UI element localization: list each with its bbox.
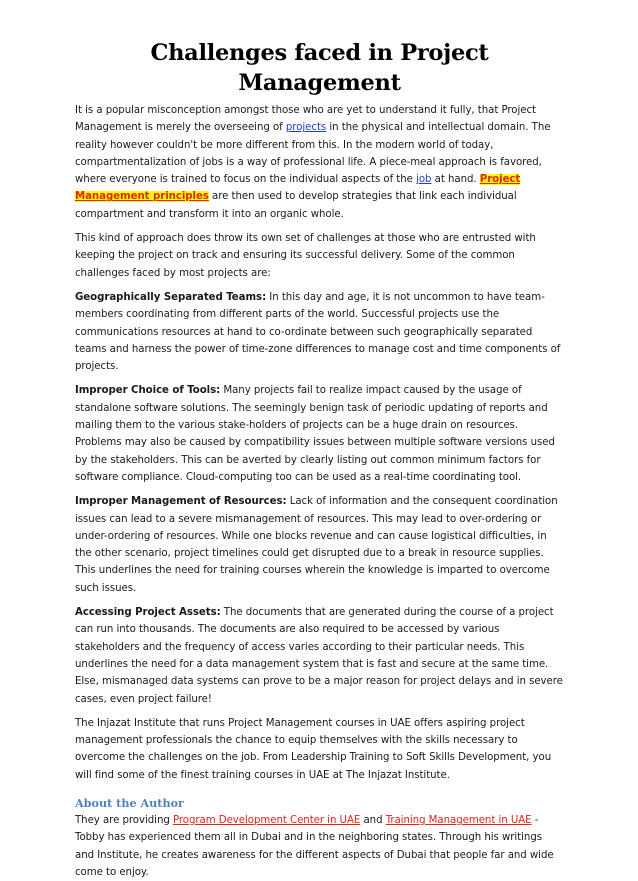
intro-text-1: It is a popular misconception amongst those who are yet to understand it fully, that Project Management is merely the overseeing of [75, 105, 536, 134]
job-link[interactable]: job [416, 174, 432, 186]
training-management-link[interactable]: Training Management in UAE [385, 814, 532, 826]
about-text-2: and [360, 814, 386, 826]
about-author-heading: About the Author [75, 795, 184, 810]
challenge-text: Lack of information and the consequent coordination issues can lead to a severe mismanagement of resources. This may lead to over-ordering or under-ordering of resources. While one blocks revenue and can cause logistical difficulties, in the other scenario, project timelines could get disrupted due to a break in resource supplies. This underlines the need for training courses wherein the knowledge is imparted to overcome such issues. [75, 496, 558, 594]
project-management-principles-link[interactable]: Project Management principles [75, 174, 521, 203]
challenge-heading: Geographically Separated Teams: [75, 291, 267, 303]
challenge-paragraph [75, 289, 564, 375]
intro-text-3: at hand. [431, 174, 480, 186]
challenge-text: In this day and age, it is not uncommon to have team-members coordinating from different parts of the world. Successful projects use the communications resources at hand to co-ordinate between such geographically separated teams and harness the power of time-zone differences to manage cost and time components of projects. [75, 291, 561, 373]
page-title: Challenges faced in Project Management [150, 40, 489, 96]
about-text-1: They are providing [75, 814, 173, 826]
challenge-heading: Accessing Project Assets: [75, 607, 221, 619]
challenge-text: The documents that are generated during the course of a project can run into thousands. The documents are also required to be accessed by various stakeholders and the frequency of access varies according to their particular needs. This underlines the need for a data management system that is fast and secure at the same time. Else, mismanaged data systems can prove to be a major reason for project delays and in severe cases, even project failure! [75, 607, 563, 705]
challenges-intro-paragraph: This kind of approach does throw its own set of challenges at those who are entrusted with keeping the project on track and ensuring its successful delivery. Some of the common challenges faced by most projects are: [75, 233, 536, 279]
challenge-heading: Improper Management of Resources: [75, 496, 287, 508]
challenge-paragraph [75, 604, 564, 708]
program-development-center-link[interactable]: Program Development Center in UAE [172, 814, 361, 826]
challenge-paragraph [75, 382, 564, 486]
challenge-text: Many projects fail to realize impact caused by the usage of standalone software solutions. The seemingly benign task of periodic updating of reports and mailing them to the various stake-holders of projects can be a huge drain on resources. Problems may also be caused by compatibility issues between multiple software versions used by the stakeholders. This can be averted by clearly listing out common minimum factors for software compliance. Cloud-computing too can be used as a real-time coordinating tool. [75, 385, 555, 483]
intro-text-2: in the physical and intellectual domain. The reality however couldn't be more different from this. In the modern world of today, compartmentalization of jobs is a way of professional life. A piece-meal approach is favored, where everyone is trained to focus on the individual aspects of the [75, 122, 551, 186]
challenge-heading: Improper Choice of Tools: [75, 385, 221, 397]
about-author-paragraph [75, 812, 564, 881]
about-text-3: - Tobby has experienced them all in Dubai and in the neighboring states. Through his writings and Institute, he creates awareness for the different aspects of Dubai that people far and wide come to enjoy. [75, 814, 554, 878]
projects-link[interactable]: projects [285, 122, 327, 134]
intro-text-4: are then used to develop strategies that link each individual compartment and transform it into an organic whole. [75, 191, 517, 220]
challenge-paragraph [75, 493, 564, 597]
institute-paragraph: The Injazat Institute that runs Project Management courses in UAE offers aspiring project management professionals the chance to equip themselves with the skills necessary to overcome the challenges on the job. From Leadership Training to Soft Skills Development, you will find some of the finest training courses in UAE at The Injazat Institute. [75, 717, 552, 781]
intro-paragraph [75, 102, 564, 223]
